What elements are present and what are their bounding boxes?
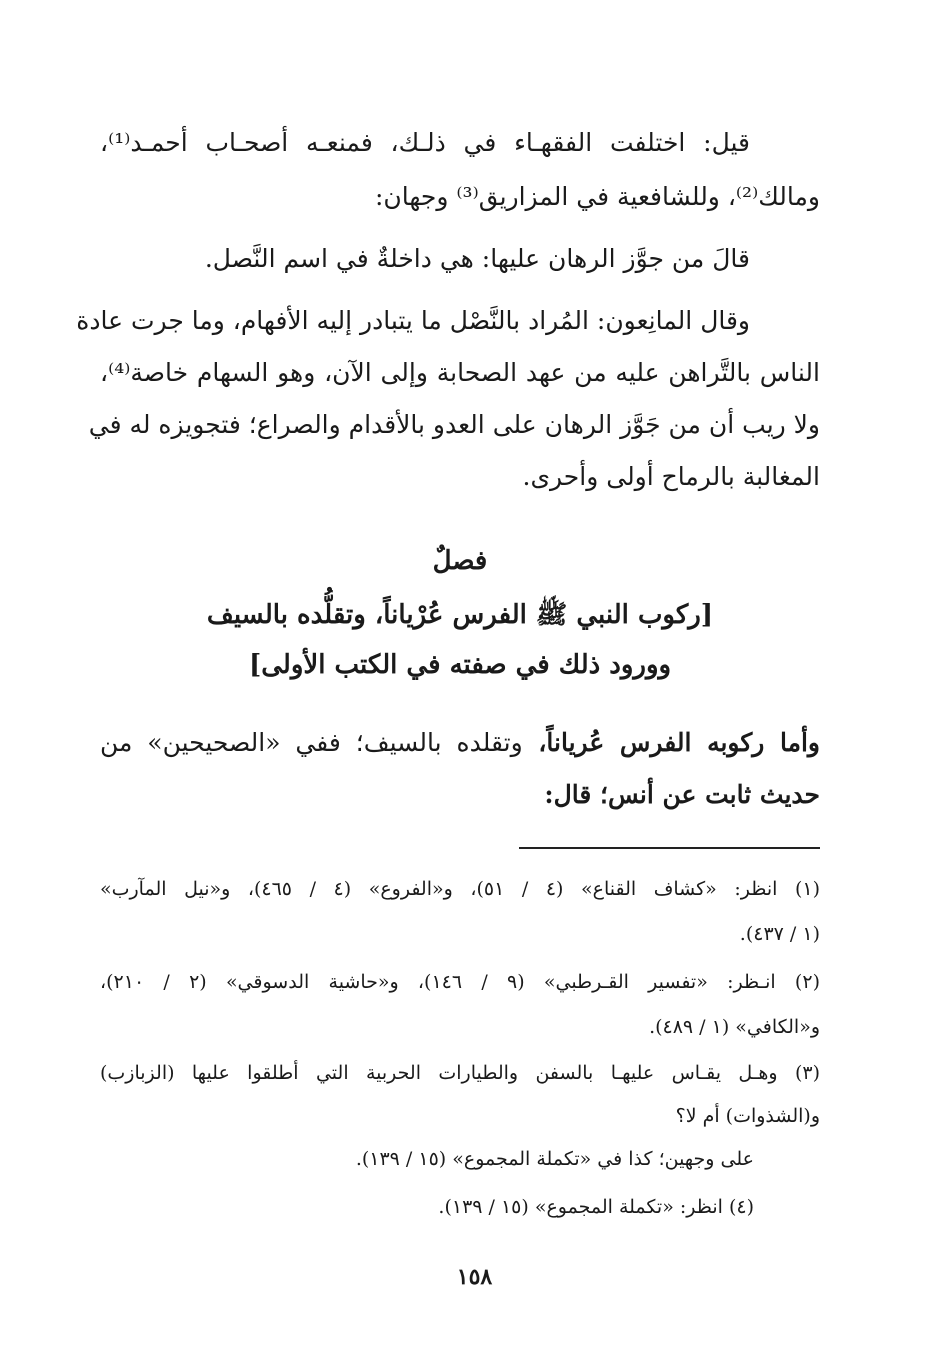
paragraph-line: وقال المانِعون: المُراد بالنَّصْل ما يتبادر إليه الأفهام، وما جرت عادة	[76, 306, 750, 335]
section-heading	[100, 546, 820, 696]
paragraph-line	[100, 728, 820, 757]
section-subtitle-line: [ركوب النبي ﷺ الفرس عُرْياناً، وتقلُّده بالسيف	[206, 600, 714, 630]
paragraph-3	[76, 306, 820, 506]
footnote-line: (٢) انـظر: «تفسير القـرطبي» (٩ / ١٤٦)، و«حاشية الدسوقي» (٢ / ٢١٠)،	[100, 971, 820, 993]
text-run: وتقلده بالسيف؛ ففي «الصحيحين» من	[100, 728, 523, 757]
paragraph-line	[100, 780, 820, 809]
footnote-line: على وجهين؛ كذا في «تكملة المجموع» (١٥ / ١٣٩).	[355, 1148, 754, 1170]
paragraph-line: قيل: اختلفت الفقهـاء في ذلـك، فمنعـه أصحـاب أحمـد⁽¹⁾،	[100, 128, 750, 157]
footnote-line: (١) انظر: «كشاف القناع» (٤ / ٥١)، و«الفروع» (٤ / ٤٦٥)، و«نيل المآرب»	[100, 878, 820, 900]
paragraph-line: الناس بالتَّراهن عليه من عهد الصحابة وإلى الآن، وهو السهام خاصة⁽⁴⁾،	[100, 358, 820, 387]
paragraph-4	[100, 728, 820, 828]
paragraph-1	[100, 128, 820, 218]
section-title: فصلٌ	[432, 546, 488, 576]
page-number: ١٥٨	[456, 1264, 493, 1290]
footnote-separator	[519, 847, 820, 849]
paragraph-line: ومالك⁽²⁾، وللشافعية في المزاريق⁽³⁾ وجهان:	[375, 182, 820, 211]
bold-run: حديث ثابت عن أنس؛ قال:	[544, 780, 820, 809]
paragraph-2	[100, 244, 820, 284]
paragraph-line: المغالبة بالرماح أولى وأحرى.	[522, 462, 820, 491]
footnote-line: (٤) انظر: «تكملة المجموع» (١٥ / ١٣٩).	[438, 1196, 754, 1218]
footnote-line: و«الكافي» (١ / ٤٨٩).	[649, 1016, 820, 1038]
footnote-line: (١ / ٤٣٧).	[739, 923, 820, 945]
footnotes	[100, 878, 820, 1228]
paragraph-line: قالَ من جوَّز الرهان عليها: هي داخلةٌ في اسم النَّصل.	[204, 244, 750, 273]
footnote-line: (٣) وهـل يقـاس عليهـا بالسفن والطيارات الحربية التي أطلقوا عليها (الزبازب)	[100, 1062, 820, 1084]
paragraph-line: ولا ريب أن من جَوَّز الرهان على العدو بالأقدام والصراع؛ فتجويزه له في	[88, 410, 820, 439]
bold-run: وأما ركوبه الفرس عُرياناً،	[522, 728, 820, 757]
footnote-line: و(الشذوات) أم لا؟	[675, 1105, 820, 1127]
section-subtitle-line: وورود ذلك في صفته في الكتب الأولى]	[248, 650, 672, 680]
